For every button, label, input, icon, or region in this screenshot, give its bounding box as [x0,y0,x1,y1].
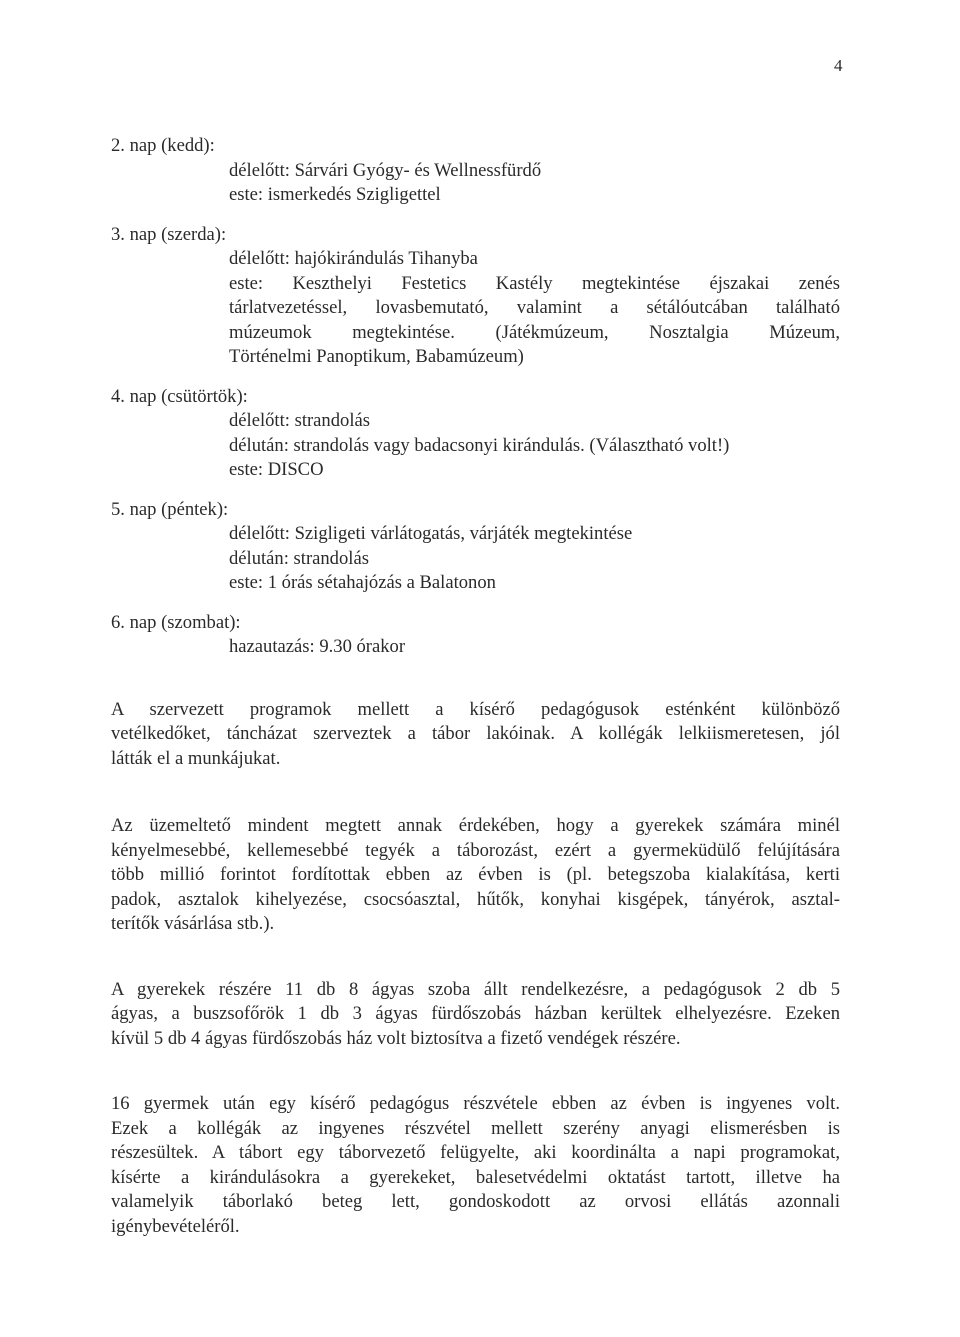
document-body [111,134,840,1239]
paragraph-line: részesültek. A tábort egy táborvezető felügyelte, aki koordinálta a napi programokat, [111,1142,840,1163]
body-paragraph [111,978,840,1052]
body-paragraph [111,814,840,937]
paragraph-line: A gyerekek részére 11 db 8 ágyas szoba állt rendelkezésre, a pedagógusok 2 db 5 [111,978,840,1000]
paragraph-line: valamelyik táborlakó beteg lett, gondoskodott az orvosi ellátás azonnali [111,1191,840,1212]
schedule-day [111,611,840,660]
body-paragraph [111,1092,840,1239]
day-activity: múzeumok megtekintése. (Játékmúzeum, Nosztalgia Múzeum, [229,321,840,343]
body-paragraph [111,698,840,772]
paragraph-line: Az üzemeltető mindent megtett annak érdekében, hogy a gyerekek számára minél [111,815,840,836]
day-activity: este: Keszthelyi Festetics Kastély megtekintése éjszakai zenés [229,272,840,294]
day-activity: hazautazás: 9.30 órakor [229,636,406,657]
paragraph-line: igénybevételéről. [111,1215,240,1237]
paragraph-line: több millió forintot fordítottak ebben az évben is (pl. betegszoba kialakítása, kerti [111,864,840,885]
paragraph-line: kívül 5 db 4 ágyas fürdőszobás ház volt biztosítva a fizető vendégek részére. [111,1027,681,1049]
paragraph-line: terítők vásárlása stb.). [111,913,275,934]
paragraph-line: kényelmesebbé, kellemesebbé tegyék a táborozást, ezért a gyermeküdülő felújítására [111,839,840,861]
paragraph-line: padok, asztalok kihelyezése, csocsóasztal, hűtők, konyhai kisgépek, tányérok, asztal- [111,888,840,910]
schedule-day [111,223,840,370]
day-title: 4. nap (csütörtök): [111,385,248,407]
day-title: 6. nap (szombat): [111,611,241,633]
day-title: 2. nap (kedd): [111,135,215,156]
day-activity: este: ismerkedés Szigligettel [229,184,441,205]
schedule-day [111,385,840,483]
day-activity: délelőtt: Sárvári Gyógy- és Wellnessfürdő [229,159,542,181]
day-activity: délelőtt: strandolás [229,410,370,431]
day-title: 3. nap (szerda): [111,223,227,245]
day-activity: délután: strandolás [229,547,369,569]
day-activity: délután: strandolás vagy badacsonyi kirándulás. (Választható volt!) [229,434,730,456]
page-number: 4 [834,56,843,75]
day-activity: este: DISCO [229,459,324,480]
day-activity: Történelmi Panoptikum, Babamúzeum) [229,346,524,367]
paragraph-line: látták el a munkájukat. [111,747,281,769]
paragraph-line: ágyas, a buszsofőrök 1 db 3 ágyas fürdőszobás házban kerültek elhelyezésre. Ezeken [111,1003,840,1024]
schedule-day [111,498,840,596]
day-activity: délelőtt: Szigligeti várlátogatás, várjáték megtekintése [229,523,633,544]
paragraph-line: kísérte a kirándulásokra a gyerekeket, balesetvédelmi oktatást tartott, illetve ha [111,1166,840,1188]
paragraph-line: A szervezett programok mellett a kísérő pedagógusok esténként különböző [111,698,840,720]
day-title: 5. nap (péntek): [111,498,229,520]
paragraph-line: 16 gyermek után egy kísérő pedagógus részvétele ebben az évben is ingyenes volt. [111,1093,840,1114]
day-activity: tárlatvezetéssel, lovasbemutató, valamint a sétálóutcában található [229,297,840,318]
paragraph-line: Ezek a kollégák az ingyenes részvétel mellett szerény anyagi elismerésben is [111,1117,840,1139]
day-activity: délelőtt: hajókirándulás Tihanyba [229,248,478,269]
schedule-day [111,134,840,208]
day-activity: este: 1 órás sétahajózás a Balatonon [229,572,496,593]
paragraph-line: vetélkedőket, táncházat szerveztek a tábor lakóinak. A kollégák lelkiismeretesen, jól [111,723,840,744]
